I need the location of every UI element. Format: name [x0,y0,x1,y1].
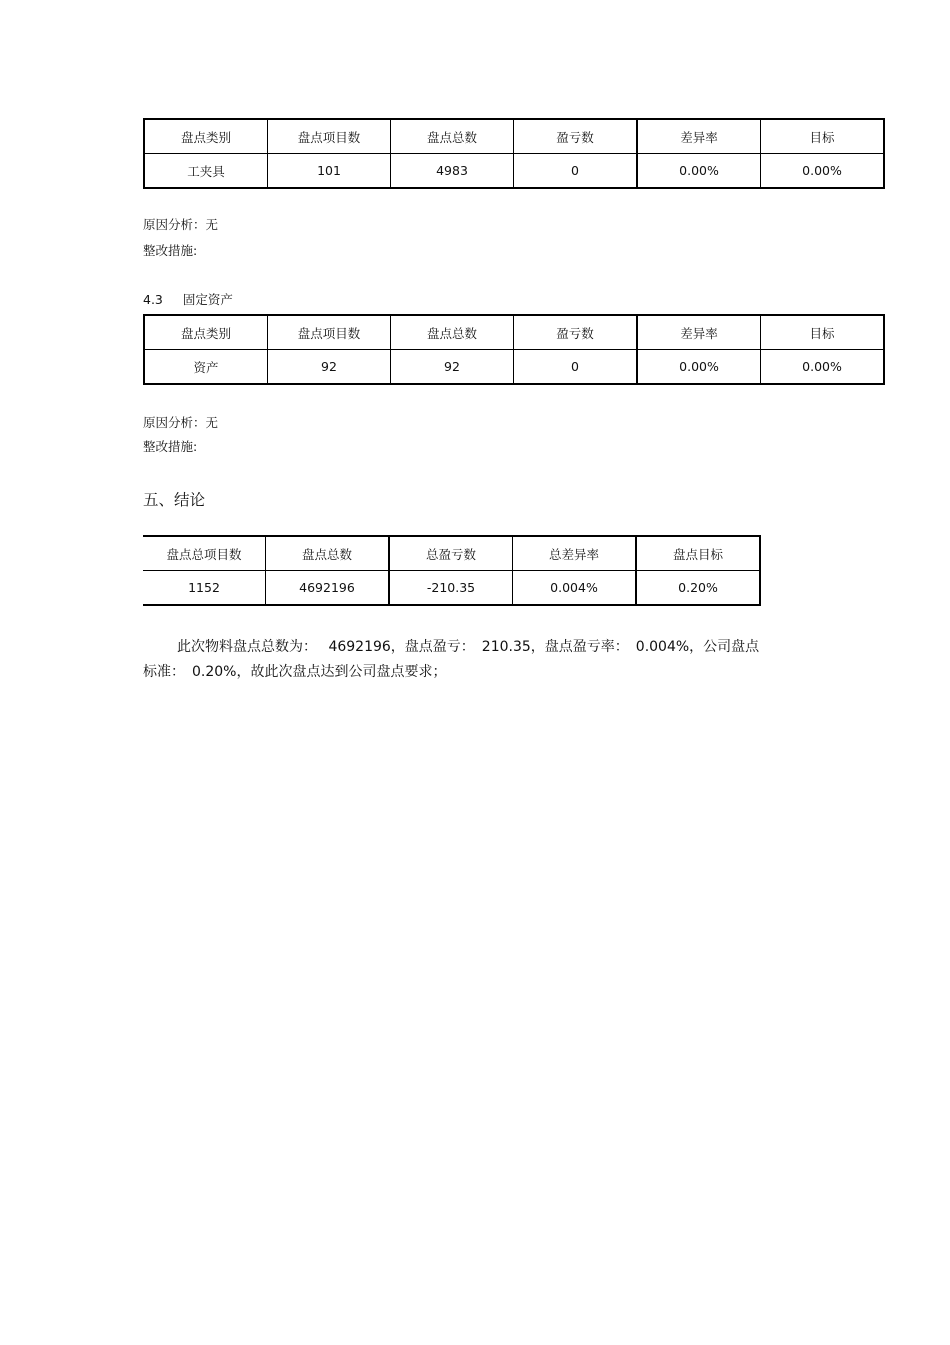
table-cell: 1152 [143,571,266,606]
conclusion-paragraph-line2: 标准： 0.20%，故此次盘点达到公司盘点要求； [143,664,447,680]
table-cell: 92 [268,350,391,385]
table-header-cell: 总盈亏数 [389,536,513,571]
table-header-cell: 总差异率 [513,536,637,571]
tooling-inventory-table [143,118,885,189]
table-header-cell: 盘点总项目数 [143,536,266,571]
table-cell: 92 [391,350,514,385]
table-row [143,571,760,606]
table-header-cell: 目标 [761,315,885,350]
table-header-cell: 盘点总数 [391,315,514,350]
table-cell: 4692196 [266,571,390,606]
section-heading-4-3 [143,290,233,308]
table-header-cell: 目标 [761,119,885,154]
table-cell: 0 [514,350,638,385]
table-header-cell: 差异率 [637,119,761,154]
table-header-cell: 盈亏数 [514,119,638,154]
conclusion-heading: 五、结论 [143,491,206,509]
cause-analysis-text: 原因分析：无 [143,415,219,430]
table-cell: 0.00% [637,350,761,385]
table-header-cell: 盘点类别 [144,119,268,154]
table-header-cell: 盘点项目数 [268,315,391,350]
table-cell: 工夹具 [144,154,268,189]
cause-analysis-text: 原因分析：无 [143,217,219,232]
summary-table [143,535,761,606]
table-header-row [144,315,884,350]
table-header-cell: 盘点项目数 [268,119,391,154]
conclusion-paragraph-line1: 此次物料盘点总数为： 4692196，盘点盈亏： 210.35，盘点盈亏率： 0.004%，公司盘点 [177,639,760,655]
table-row [144,154,884,189]
table-header-cell: 盘点类别 [144,315,268,350]
section-number: 4.3 [143,292,163,307]
table-cell: 资产 [144,350,268,385]
table-cell: 0.00% [761,154,885,189]
table-header-row [144,119,884,154]
table-cell: 0.00% [637,154,761,189]
fixed-asset-inventory-table [143,314,885,385]
table-header-cell: 盘点目标 [636,536,760,571]
table-header-cell: 差异率 [637,315,761,350]
table-header-cell: 盘点总数 [266,536,390,571]
table-cell: 0.00% [761,350,885,385]
table-row [144,350,884,385]
table-cell: 4983 [391,154,514,189]
section-title: 固定资产 [182,292,233,307]
table-cell: 101 [268,154,391,189]
corrective-measures-text: 整改措施: [143,243,198,258]
table-cell: 0 [514,154,638,189]
table-header-cell: 盈亏数 [514,315,638,350]
corrective-measures-text: 整改措施: [143,439,198,454]
table-cell: -210.35 [389,571,513,606]
table-header-row [143,536,760,571]
table-cell: 0.004% [513,571,637,606]
table-cell: 0.20% [636,571,760,606]
table-header-cell: 盘点总数 [391,119,514,154]
